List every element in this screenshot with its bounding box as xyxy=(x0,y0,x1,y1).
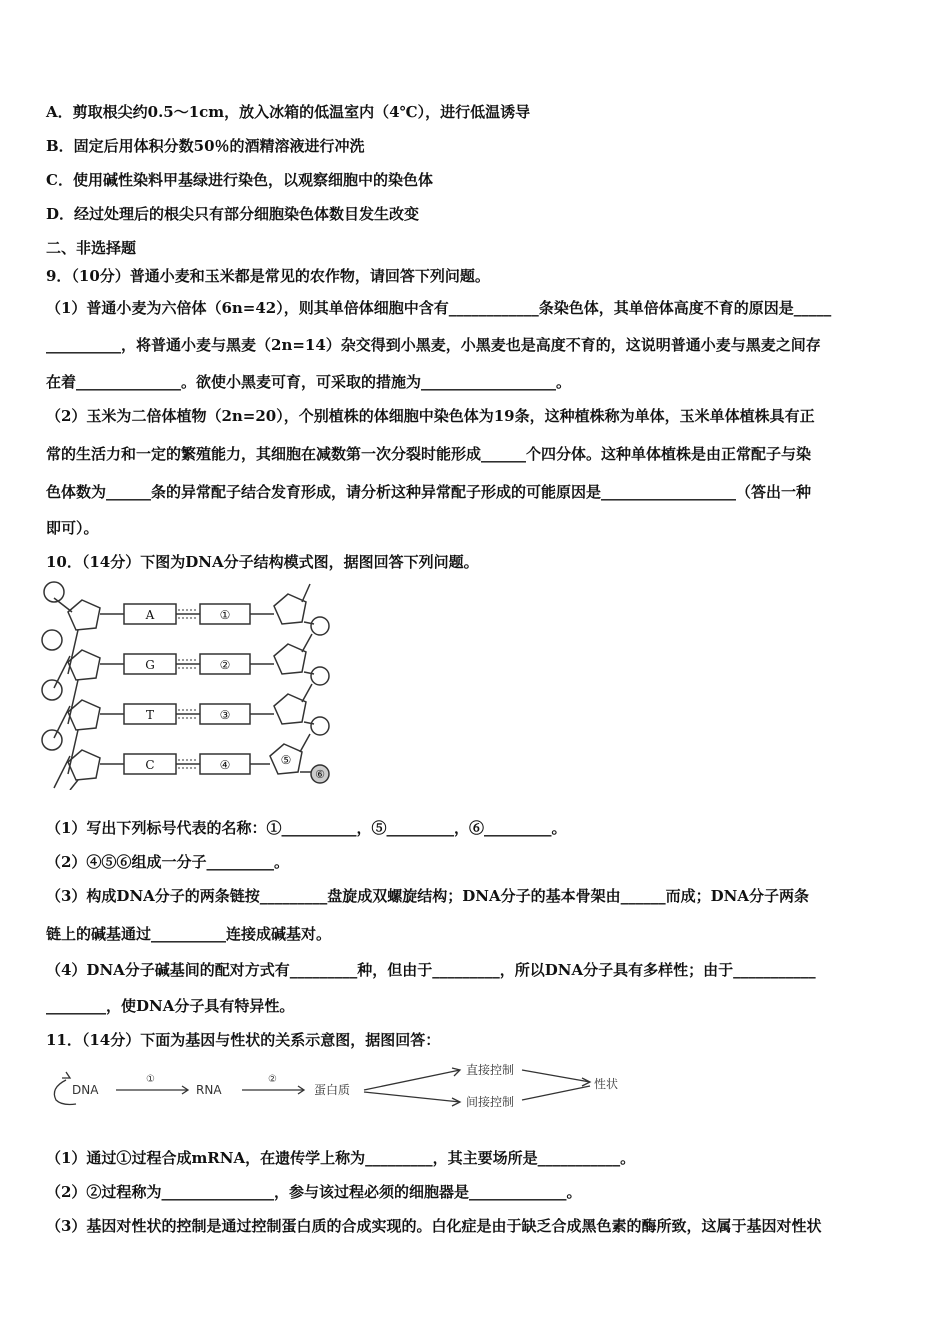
right-sugar xyxy=(274,644,306,674)
label-2: ② xyxy=(219,658,231,672)
q9-line-2: __________，将普通小麦与黑麦（2n=14）杂交得到小黑麦，小黑麦也是高度不育的，这说明普通小麦与黑麦之间存 xyxy=(46,336,821,354)
q11-header: 11．（14分）下面为基因与性状的关系示意图，据图回答： xyxy=(46,1031,441,1049)
base-G: G xyxy=(145,658,155,672)
label-4: ④ xyxy=(219,758,231,772)
section-heading: 二、非选择题 xyxy=(46,239,137,257)
right-phosphate xyxy=(311,717,329,735)
rna-label: RNA xyxy=(196,1083,222,1097)
arrow-indirect xyxy=(364,1092,460,1106)
option-b: B．固定后用体积分数50％的酒精溶液进行冲洗 xyxy=(46,137,365,155)
right-sugar xyxy=(274,594,306,624)
q11-line-3: （3）基因对性状的控制是通过控制蛋白质的合成实现的。白化症是由于缺乏合成黑色素的酶所致，这属于基因对性状 xyxy=(46,1217,822,1235)
arrow-2-label: ② xyxy=(268,1074,277,1085)
q10-line-6: ________，使DNA分子具有特异性。 xyxy=(46,997,295,1015)
option-a: A．剪取根尖约0.5～1cm，放入冰箱的低温室内（4℃），进行低温诱导 xyxy=(46,103,531,121)
q10-line-5: （4）DNA分子碱基间的配对方式有_________种，但由于_________，所以DNA分子具有多样性；由于___________ xyxy=(46,961,816,979)
trait-label: 性状 xyxy=(594,1077,619,1091)
base-T: T xyxy=(145,708,155,722)
q9-line-6: 色体数为______条的异常配子结合发育形成，请分析这种异常配子形成的可能原因是__________________（答出一种 xyxy=(46,483,812,501)
label-3: ③ xyxy=(219,708,231,722)
q9-line-3: 在着______________。欲使小黑麦可育，可采取的措施为__________________。 xyxy=(46,373,572,391)
q9-line-5: 常的生活力和一定的繁殖能力，其细胞在减数第一次分裂时能形成______个四分体。这种单体植株是由正常配子与染 xyxy=(46,445,812,463)
q11-line-2: （2）②过程称为_______________，参与该过程必须的细胞器是_____________。 xyxy=(46,1183,582,1201)
arrow-indirect-to-trait xyxy=(522,1086,590,1100)
option-d: D．经过处理后的根尖只有部分细胞染色体数目发生改变 xyxy=(46,205,420,223)
label-1: ① xyxy=(219,608,231,622)
indirect-control-label: 间接控制 xyxy=(466,1095,515,1109)
q10-line-1: （1）写出下列标号代表的名称：①__________，⑤_________，⑥_________。 xyxy=(46,819,567,837)
dna-label: DNA xyxy=(72,1083,99,1097)
q10-line-4: 链上的碱基通过__________连接成碱基对。 xyxy=(46,925,332,943)
base-A: A xyxy=(145,608,155,622)
q10-header: 10．（14分）下图为DNA分子结构模式图，据图回答下列问题。 xyxy=(46,553,479,571)
label-6: ⑥ xyxy=(315,768,325,781)
right-sugar xyxy=(274,694,306,724)
arrow-1 xyxy=(116,1086,188,1094)
q9-line-7: 即可）。 xyxy=(46,519,99,537)
label-5: ⑤ xyxy=(280,753,292,767)
base-C: C xyxy=(145,758,155,772)
left-phosphate xyxy=(42,730,62,750)
gene-trait-diagram xyxy=(46,1062,646,1116)
left-sugar xyxy=(68,600,100,630)
q9-line-1: （1）普通小麦为六倍体（6n=42），则其单倍体细胞中含有____________条染色体，其单倍体高度不育的原因是_____ xyxy=(46,299,832,317)
q9-line-4: （2）玉米为二倍体植物（2n=20），个别植株的体细胞中染色体为19条，这种植株称为单体，玉米单体植株具有正 xyxy=(46,407,815,425)
right-phosphate xyxy=(311,667,329,685)
option-c: C．使用碱性染料甲基绿进行染色，以观察细胞中的染色体 xyxy=(46,171,433,189)
left-phosphate xyxy=(42,680,62,700)
direct-control-label: 直接控制 xyxy=(466,1063,515,1077)
protein-label: 蛋白质 xyxy=(314,1083,351,1097)
arrow-direct-to-trait xyxy=(522,1070,590,1086)
arrow-direct xyxy=(364,1068,460,1090)
dna-structure-diagram xyxy=(40,578,340,790)
q10-line-2: （2）④⑤⑥组成一分子_________。 xyxy=(46,853,289,871)
arrow-1-label: ① xyxy=(146,1074,155,1085)
left-phosphate xyxy=(42,630,62,650)
left-phosphate xyxy=(44,582,64,602)
q11-line-1: （1）通过①过程合成mRNA，在遗传学上称为_________，其主要场所是___________。 xyxy=(46,1149,636,1167)
q10-line-3: （3）构成DNA分子的两条链按_________盘旋成双螺旋结构；DNA分子的基本骨架由______而成；DNA分子两条 xyxy=(46,887,810,905)
q9-header: 9．（10分）普通小麦和玉米都是常见的农作物，请回答下列问题。 xyxy=(46,267,490,285)
arrow-2 xyxy=(242,1086,304,1094)
right-phosphate xyxy=(311,617,329,635)
